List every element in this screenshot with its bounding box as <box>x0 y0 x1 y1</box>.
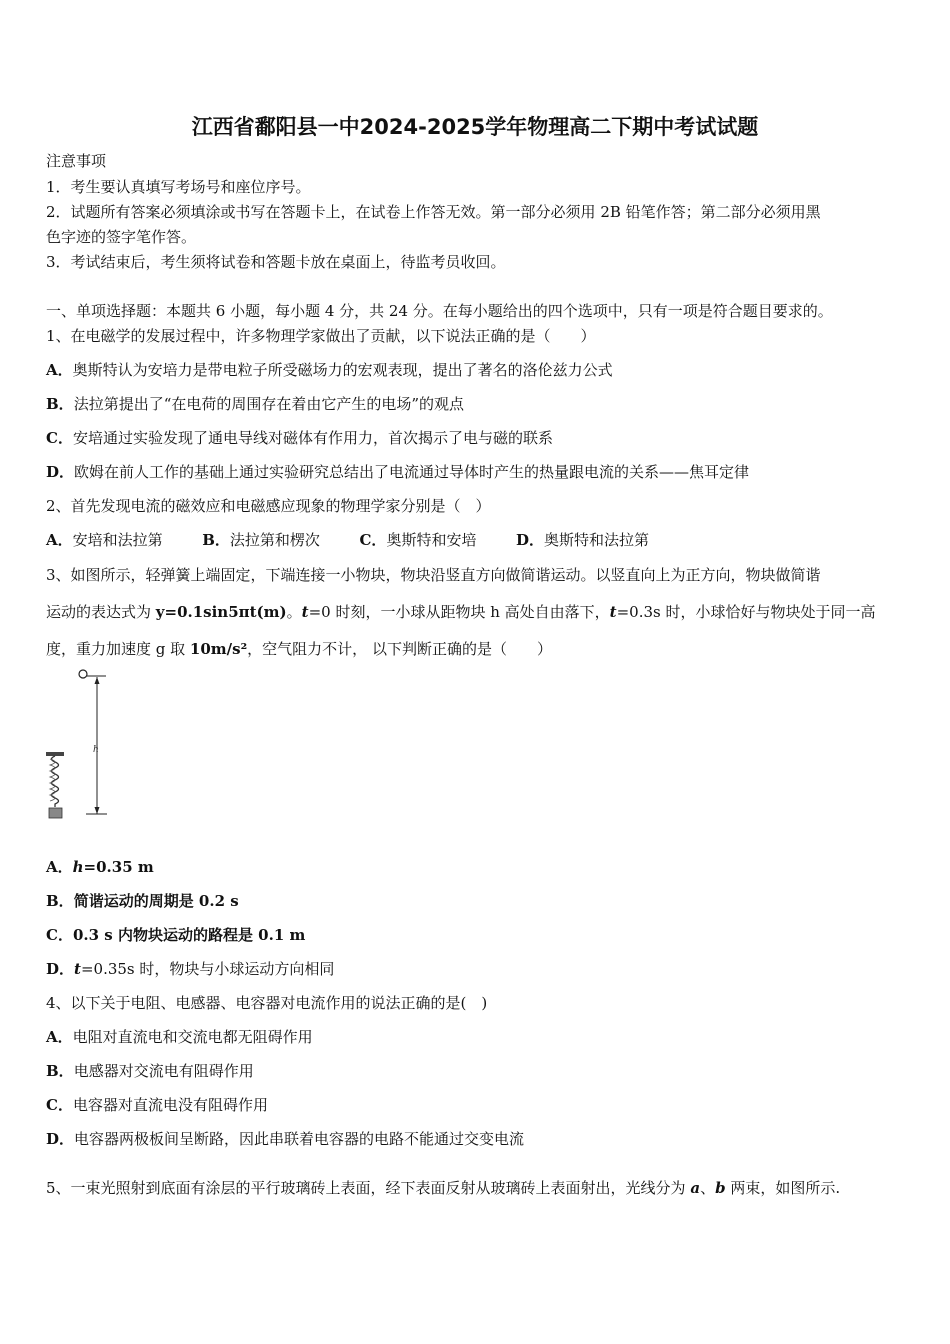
option-label: D． <box>46 1130 75 1148</box>
page-title: 江西省鄱阳县一中2024-2025学年物理高二下期中考试试题 <box>191 115 759 139</box>
q1-option-b <box>46 394 464 414</box>
q3-option-c <box>46 925 305 945</box>
q3-text: 运动的表达式为 <box>46 603 156 621</box>
option-label: B． <box>46 892 74 910</box>
q2-option-d <box>516 531 649 549</box>
q4-option-d <box>46 1129 524 1149</box>
option-text: =0.35s 时，物块与小球运动方向相同 <box>80 960 335 978</box>
q5-stem <box>46 1178 840 1198</box>
option-label: D． <box>46 960 75 978</box>
option-text: 安培和法拉第 <box>72 531 163 549</box>
option-label: D． <box>46 463 75 481</box>
option-label: C． <box>46 429 73 447</box>
section-heading: 一、单项选择题：本题共 6 小题，每小题 4 分，共 24 分。在每小题给出的四个选项中，只有一项是符合题目要求的。 <box>46 302 833 320</box>
option-text: 法拉第提出了“在电荷的周围存在着由它产生的电场”的观点 <box>73 395 465 413</box>
option-text: =0.35 m <box>83 858 154 876</box>
spring-icon <box>52 756 59 807</box>
q5-var-a: a <box>690 1179 701 1197</box>
option-var: t <box>74 960 81 978</box>
option-label: A． <box>46 858 73 876</box>
q3-var-t: t <box>301 603 309 621</box>
q4-option-b <box>46 1061 254 1081</box>
q3-text: 度，重力加速度 g 取 <box>46 640 190 658</box>
option-text: 法拉第和楞次 <box>229 531 320 549</box>
q3-option-a <box>46 857 154 877</box>
option-var: h <box>72 858 84 876</box>
ceiling-icon <box>46 752 64 756</box>
q5-text: 、 <box>700 1179 716 1197</box>
option-text: 安培通过实验发现了通电导线对磁体有作用力，首次揭示了电与磁的联系 <box>72 429 553 447</box>
notice-item-3: 3．考试结束后，考生须将试卷和答题卡放在桌面上，待监考员收回。 <box>46 253 506 271</box>
height-label: h <box>93 745 99 755</box>
option-text: 奥斯特和安培 <box>386 531 477 549</box>
q3-gravity: 10m/s² <box>189 640 248 658</box>
notice-item-2: 2．试题所有答案必须填涂或书写在答题卡上，在试卷上作答无效。第一部分必须用 2B 铅笔作答；第二部分必须用黑 <box>46 203 821 221</box>
q4-option-c <box>46 1095 268 1115</box>
option-label: C． <box>46 926 73 944</box>
q4-stem: 4、以下关于电阻、电感器、电容器对电流作用的说法正确的是( ) <box>46 994 488 1012</box>
option-text: 奥斯特认为安培力是带电粒子所受磁场力的宏观表现，提出了著名的洛伦兹力公式 <box>72 361 613 379</box>
q2-option-c <box>359 531 476 549</box>
option-label: B． <box>46 395 74 413</box>
q5-text: 两束，如图所示. <box>725 1179 841 1197</box>
option-text: 奥斯特和法拉第 <box>544 531 650 549</box>
option-text: 0.3 s 内物块运动的路程是 0.1 m <box>72 926 306 944</box>
q3-var-t: t <box>609 603 617 621</box>
ball-icon <box>79 670 87 678</box>
option-text: 电容器对直流电没有阻碍作用 <box>72 1096 268 1114</box>
q3-option-b <box>46 891 239 911</box>
option-label: D． <box>516 531 545 549</box>
q1-option-c <box>46 428 553 448</box>
q2-option-a <box>46 531 163 549</box>
option-text: 电阻对直流电和交流电都无阻碍作用 <box>72 1028 313 1046</box>
spring-ball-diagram <box>40 664 120 824</box>
notice-item-1: 1．考生要认真填写考场号和座位序号。 <box>46 178 311 196</box>
option-label: A． <box>46 1028 73 1046</box>
notice-heading: 注意事项 <box>46 152 107 170</box>
option-text: 欧姆在前人工作的基础上通过实验研究总结出了电流通过导体时产生的热量跟电流的关系——焦耳定律 <box>74 463 750 481</box>
option-label: A． <box>46 361 73 379</box>
option-label: A． <box>46 531 73 549</box>
q4-option-a <box>46 1027 313 1047</box>
option-label: C． <box>46 1096 73 1114</box>
q5-var-b: b <box>715 1179 726 1197</box>
q5-text: 5、一束光照射到底面有涂层的平行玻璃砖上表面，经下表面反射从玻璃砖上表面射出，光线分为 <box>46 1179 691 1197</box>
option-text: 电容器两极板间呈断路，因此串联着电容器的电路不能通过交变电流 <box>74 1130 525 1148</box>
q3-text: ，空气阻力不计， 以下判断正确的是（ ） <box>247 640 552 658</box>
q3-stem-line2 <box>46 602 876 622</box>
q3-text: 。 <box>286 603 302 621</box>
q1-option-d <box>46 462 749 482</box>
q1-stem: 1、在电磁学的发展过程中，许多物理学家做出了贡献，以下说法正确的是（ ） <box>46 327 596 345</box>
q3-formula: y=0.1sin5πt(m) <box>155 603 287 621</box>
option-label: B． <box>46 1062 74 1080</box>
option-label: C． <box>359 531 387 549</box>
q2-stem: 2、首先发现电流的磁效应和电磁感应现象的物理学家分别是（ ） <box>46 497 491 515</box>
q3-text: =0 时刻，一小球从距物块 h 高处自由落下， <box>308 603 610 621</box>
q3-text: =0.3s 时，小球恰好与物块处于同一高 <box>616 603 876 621</box>
q2-option-b <box>202 531 320 549</box>
q3-option-d <box>46 959 334 979</box>
option-text: 电感器对交流电有阻碍作用 <box>73 1062 254 1080</box>
option-label: B． <box>202 531 230 549</box>
q1-option-a <box>46 360 613 380</box>
q3-figure <box>40 664 120 828</box>
q3-stem-line3 <box>46 639 552 659</box>
q3-stem-line1: 3、如图所示，轻弹簧上端固定，下端连接一小物块，物块沿竖直方向做简谐运动。以竖直向上为正方向，物块做简谐 <box>46 566 821 584</box>
block-icon <box>49 808 62 818</box>
q2-options <box>46 530 649 550</box>
notice-item-2-cont: 色字迹的签字笔作答。 <box>46 228 197 246</box>
option-text: 简谐运动的周期是 0.2 s <box>73 892 239 910</box>
